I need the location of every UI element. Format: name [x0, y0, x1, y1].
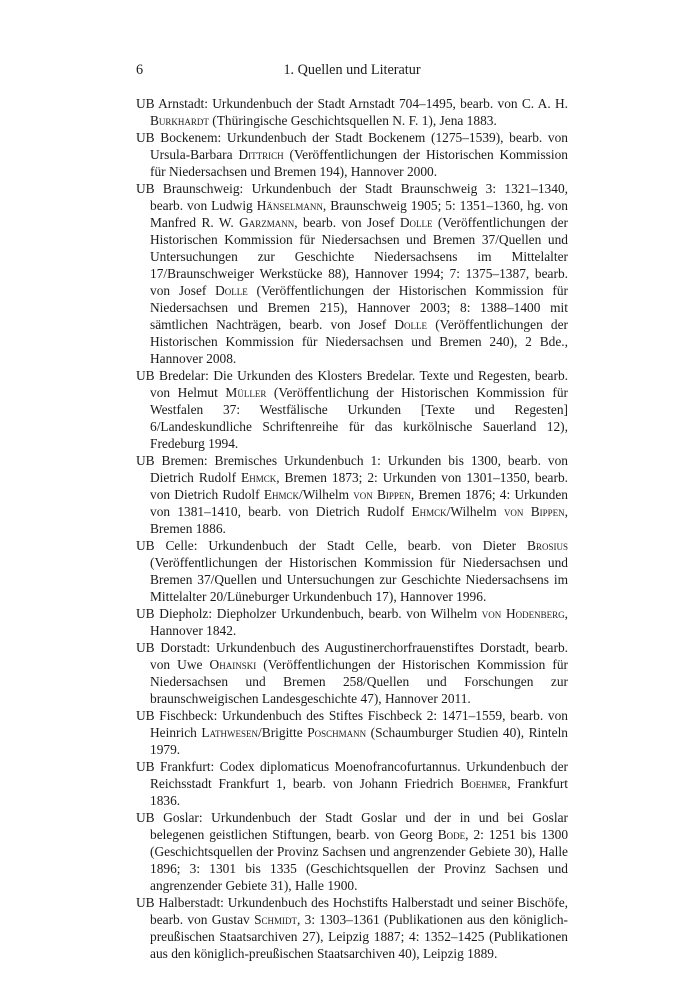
bibliography-entry [136, 537, 568, 605]
page-header [136, 62, 568, 82]
author-name: Ehmck [241, 470, 277, 485]
bibliography-list [136, 95, 568, 962]
entry-text: /Wilhelm [446, 504, 504, 519]
author-name: Dolle [399, 215, 433, 230]
author-name: Hänselmann [256, 198, 323, 213]
entry-text: (Thüringische Geschichtsquellen N. F. 1), Jena 1883. [208, 113, 497, 128]
entry-text: UB Arnstadt: Urkundenbuch der Stadt Arnstadt 704–1495, bearb. von C. A. H. [136, 96, 568, 111]
bibliography-entry [136, 367, 568, 452]
entry-text: (Veröffentlichungen der Historischen Kommission für Niedersachsen und Bremen 240), 2 Bde., Hannover 2008. [150, 317, 568, 366]
bibliography-entry [136, 180, 568, 367]
entry-text: , Bremen 1886. [150, 504, 568, 536]
entry-text: , 2: 1251 bis 1300 (Geschichtsquellen der Provinz Sachsen und angrenzender Gebiete 30), Halle 1896; 3: 1301 bis 1335 (Geschichtsquellen der Provinz Sachsen und angrenzender Gebiete 31), Halle 1900. [150, 827, 569, 893]
entry-text: , Hannover 1842. [150, 606, 568, 638]
author-name: Ehmck [411, 504, 447, 519]
author-name: von Bippen [353, 487, 411, 502]
entry-text: UB Fischbeck: Urkundenbuch des Stiftes Fischbeck 2: 1471–1559, bearb. von Heinrich [136, 708, 568, 740]
entry-text: UB Goslar: Urkundenbuch der Stadt Goslar und der in und bei Goslar belegenen geistlichen Stiftungen, bearb. von Georg [136, 810, 568, 842]
author-name: Schmidt [254, 912, 298, 927]
bibliography-entry [136, 452, 568, 537]
bibliography-entry [136, 129, 568, 180]
entry-text: , Braunschweig 1905; 5: 1351–1360, hg. von Manfred R. W. [150, 198, 568, 230]
author-name: Garzmann [239, 215, 295, 230]
entry-text: , Frankfurt 1836. [150, 776, 568, 808]
entry-text: UB Bockenem: Urkundenbuch der Stadt Bockenem (1275–1539), bearb. von Ursula-Barbara [136, 130, 568, 162]
author-name: Dolle [394, 317, 428, 332]
bibliography-entry [136, 707, 568, 758]
bibliography-entry [136, 758, 568, 809]
author-name: Boehmer [460, 776, 508, 791]
author-name: Ohainski [209, 657, 257, 672]
entry-text: UB Diepholz: Diepholzer Urkundenbuch, bearb. von Wilhelm [136, 606, 482, 621]
bibliography-entry [136, 605, 568, 639]
author-name: Müller [225, 385, 267, 400]
running-head: 1. Quellen und Literatur [283, 62, 421, 78]
entry-text: , bearb. von Josef [294, 215, 400, 230]
entry-text: (Veröffentlichungen der Historischen Kommission für Niedersachsen und Bremen 215), Hannover 2003; 8: 1388–1400 mit sämtlichen Nachträgen, bearb. von Josef [150, 283, 568, 332]
author-name: von Bippen [503, 504, 565, 519]
entry-text: , Bremen 1873; 2: Urkunden von 1301–1350, bearb. von Dietrich Rudolf [150, 470, 568, 502]
bibliography-entry [136, 809, 568, 894]
entry-text: /Wilhelm [299, 487, 354, 502]
author-name: Ehmck [263, 487, 299, 502]
entry-text: (Veröffentlichungen der Historischen Kommission für Niedersachsen und Bremen 37/Quellen und Untersuchungen zur Geschichte Niedersachsens im Mittelalter 20/Lüneburger Urkundenbuch 17), Hannover 1996. [150, 555, 568, 604]
entry-text: (Veröffentlichungen der Historischen Kommission für Niedersachsen und Bremen 194), Hannover 2000. [150, 147, 568, 179]
author-name: Dittrich [238, 147, 284, 162]
author-name: Brosius [527, 538, 568, 553]
entry-text: UB Bremen: Bremisches Urkundenbuch 1: Urkunden bis 1300, bearb. von Dietrich Rudolf [136, 453, 568, 485]
author-name: Poschmann [307, 725, 367, 740]
bibliography-entry [136, 639, 568, 707]
author-name: Burkhardt [150, 113, 209, 128]
page-number: 6 [136, 62, 144, 78]
entry-text: /Brigitte [258, 725, 308, 740]
entry-text: UB Celle: Urkundenbuch der Stadt Celle, bearb. von Dieter [136, 538, 528, 553]
entry-text: UB Dorstadt: Urkundenbuch des Augustinerchorfrauenstiftes Dorstadt, bearb. von Uwe [136, 640, 568, 672]
entry-text: , Bremen 1876; 4: Urkunden von 1381–1410, bearb. von Dietrich Rudolf [150, 487, 568, 519]
author-name: von Hodenberg [481, 606, 565, 621]
author-name: Dolle [215, 283, 248, 298]
entry-text: , 3: 1303–1361 (Publikationen aus den königlich-preußischen Staatsarchiven 27), Leipzig 1887; 4: 1352–1425 (Publikationen aus den königlich-preußischen Staatsarchiven 40), Leipzig 1889. [150, 912, 568, 961]
entry-text: (Veröffentlichungen der Historischen Kommission für Niedersachsen und Bremen 37/Quellen und Untersuchungen zur Geschichte Niedersachsens im Mittelalter 17/Braunschweiger Werkstücke 88), Hannover 1994; 7: 1375–1387, bearb. von Josef [150, 215, 568, 298]
bibliography-entry [136, 894, 568, 962]
entry-text: (Veröffentlichungen der Historischen Kommission für Niedersachsen und Bremen 258/Quellen und Forschungen zur braunschweigischen Landesgeschichte 47), Hannover 2011. [150, 657, 568, 706]
author-name: Lathwesen [201, 725, 259, 740]
entry-text: (Veröffentlichung der Historischen Kommission für Westfalen 37: Westfälische Urkunden [Texte und Regesten] 6/Landeskundliche Schriftenreihe für das kurkölnische Sauerland 12), Fredeburg 1994. [150, 385, 569, 451]
entry-text: UB Bredelar: Die Urkunden des Klosters Bredelar. Texte und Regesten, bearb. von Helmut [136, 368, 568, 400]
bibliography-entry [136, 95, 568, 129]
entry-text: UB Braunschweig: Urkundenbuch der Stadt Braunschweig 3: 1321–1340, bearb. von Ludwig [136, 181, 568, 213]
entry-text: UB Halberstadt: Urkundenbuch des Hochstifts Halberstadt und seiner Bischöfe, bearb. von Gustav [136, 895, 568, 927]
entry-text: UB Frankfurt: Codex diplomaticus Moenofrancofurtannus. Urkundenbuch der Reichsstadt Frankfurt 1, bearb. von Johann Friedrich [136, 759, 568, 791]
entry-text: (Schaumburger Studien 40), Rinteln 1979. [150, 725, 568, 757]
author-name: Bode [437, 827, 466, 842]
